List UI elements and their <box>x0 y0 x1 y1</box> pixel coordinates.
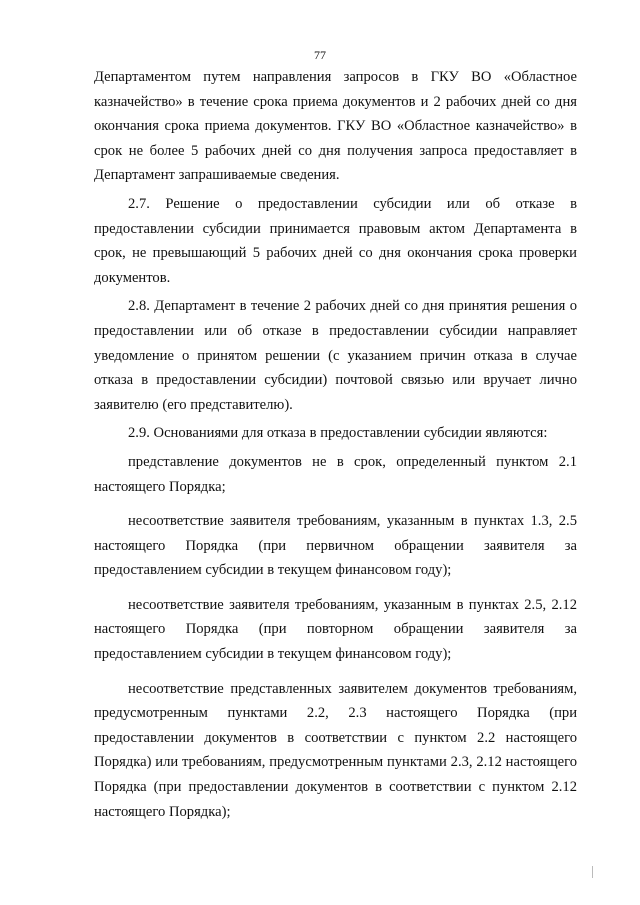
text-line: Порядка (при предоставлении документов в соответствии с пунктом 2.12 <box>94 779 577 796</box>
list-item-first-request <box>94 509 577 583</box>
text-line: настоящего Порядка (при повторном обращении заявителя за <box>94 621 577 638</box>
text-line: срок не более 5 рабочих дней со дня получения запроса предоставляет в <box>94 142 577 159</box>
text-line: несоответствие представленных заявителем документов требованиям, <box>128 680 577 697</box>
text-line: отказа в предоставлении субсидии) почтовой связью или вручает лично <box>94 372 577 389</box>
text-line: Департаментом путем направления запросов в ГКУ ВО «Областное <box>94 69 577 85</box>
text-line: предоставлением субсидии в текущем финансовом году); <box>94 646 452 663</box>
text-line: казначейство» в течение срока приема документов и 2 рабочих дней со дня <box>94 93 577 110</box>
text-line: 2.7. Решение о предоставлении субсидии или об отказе в <box>128 195 577 212</box>
text-line: Департамент запрашиваемые сведения. <box>94 167 340 184</box>
text-line: предоставлении или об отказе в предоставлении субсидии направляет <box>94 322 577 339</box>
text-line: настоящего Порядка); <box>94 803 231 820</box>
text-line: окончания срока приема документов. ГКУ ВО «Областное казначейство» в <box>94 118 577 135</box>
text-line: несоответствие заявителя требованиям, указанным в пунктах 1.3, 2.5 <box>128 513 577 530</box>
list-item-document-mismatch <box>94 677 577 825</box>
paragraph-continuation <box>94 65 577 188</box>
paragraph-2-9 <box>94 421 577 446</box>
text-line: представление документов не в срок, определенный пунктом 2.1 <box>128 453 577 470</box>
paragraph-2-7 <box>94 192 577 290</box>
text-line: 2.9. Основаниями для отказа в предоставлении субсидии являются: <box>128 425 548 442</box>
text-line: срок, не превышающий 5 рабочих дней со дня окончания срока проверки <box>94 245 577 262</box>
text-line: несоответствие заявителя требованиям, указанным в пунктах 2.5, 2.12 <box>128 596 577 613</box>
text-line: уведомление о принятом решении (с указанием причин отказа в случае <box>94 347 577 364</box>
text-line: Порядка) или требованиям, предусмотренным пунктами 2.3, 2.12 настоящего <box>94 754 577 771</box>
text-line: документов. <box>94 269 171 286</box>
document-body <box>94 65 577 824</box>
text-line: 2.8. Департамент в течение 2 рабочих дней со дня принятия решения о <box>128 298 577 315</box>
scan-margin-mark <box>592 866 593 878</box>
text-line: предоставлением субсидии в текущем финансовом году); <box>94 562 452 579</box>
page-number: 77 <box>314 48 326 62</box>
text-line: предоставлении документов в соответствии с пунктом 2.2 настоящего <box>94 729 577 746</box>
list-item-repeat-request <box>94 593 577 667</box>
text-line: настоящего Порядка; <box>94 478 226 495</box>
text-line: настоящего Порядка (при первичном обращении заявителя за <box>94 537 577 554</box>
paragraph-2-8 <box>94 294 577 417</box>
text-line: предоставлении субсидии принимается правовым актом Департамента в <box>94 220 577 237</box>
list-item-late-submission <box>94 450 577 499</box>
text-line: заявителю (его представителю). <box>94 396 293 413</box>
text-line: предусмотренным пунктами 2.2, 2.3 настоящего Порядка (при <box>94 705 577 722</box>
